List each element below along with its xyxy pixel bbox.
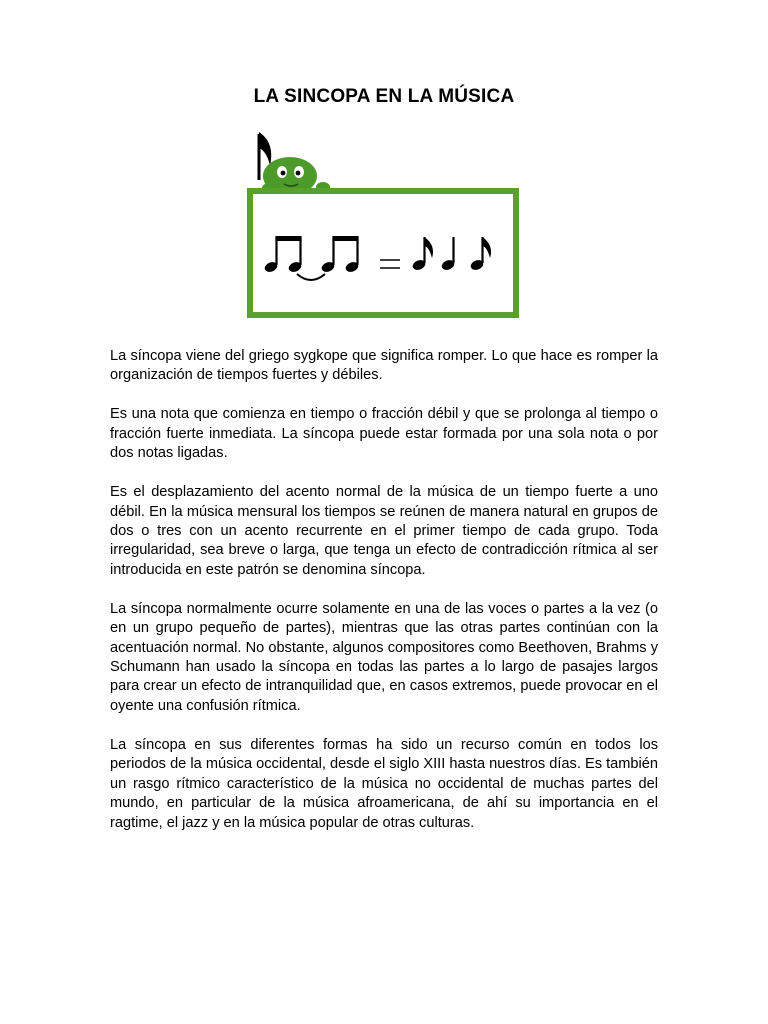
paragraph: La síncopa en sus diferentes formas ha sido un recurso común en todos los periodos de la música occidental, desde el siglo XIII hasta nuestros días. Es también un rasgo rítmico característico de la música no occidental de muchas partes del mundo, en particular de la música afroamericana, de ahí su importancia en el ragtime, el jazz y en la música popular de otras culturas. [110,736,658,831]
paragraph: Es una nota que comienza en tiempo o fracción débil y que se prolonga al tiempo o fracción fuerte inmediata. La síncopa puede estar formada por una sola nota o por dos notas ligadas. [110,406,658,462]
rhythm-illustration [244,126,524,322]
paragraph: Es el desplazamiento del acento normal de la música de un tiempo fuerte a uno débil. En la música mensural los tiempos se reúnen de manera natural en grupos de dos o tres con un acento recurrente en el primer tiempo de cada grupo. Toda irregularidad, sea breve o larga, que tenga un efecto de contradicción rítmica al ser introducida en este patrón se denomina síncopa. [110,484,658,578]
paragraph: La síncopa viene del griego sygkope que significa romper. Lo que hace es romper la organización de tiempos fuertes y débiles. [110,348,658,384]
page-title: LA SINCOPA EN LA MÚSICA [253,86,515,107]
figure-frame [250,191,516,315]
syncopation-figure [244,126,524,322]
body-text [110,347,658,853]
paragraph: La síncopa normalmente ocurre solamente en una de las voces o partes a la vez (o en un grupo pequeño de partes), mientras que las otras partes continúan con la acentuación normal. No obstante, algunos compositores como Beethoven, Brahms y Schumann han usado la síncopa en todas las partes a lo largo de pasajes largos para crear un efecto de intranquilidad que, en casos extremos, puede provocar en el oyente una confusión rítmica. [110,600,658,714]
